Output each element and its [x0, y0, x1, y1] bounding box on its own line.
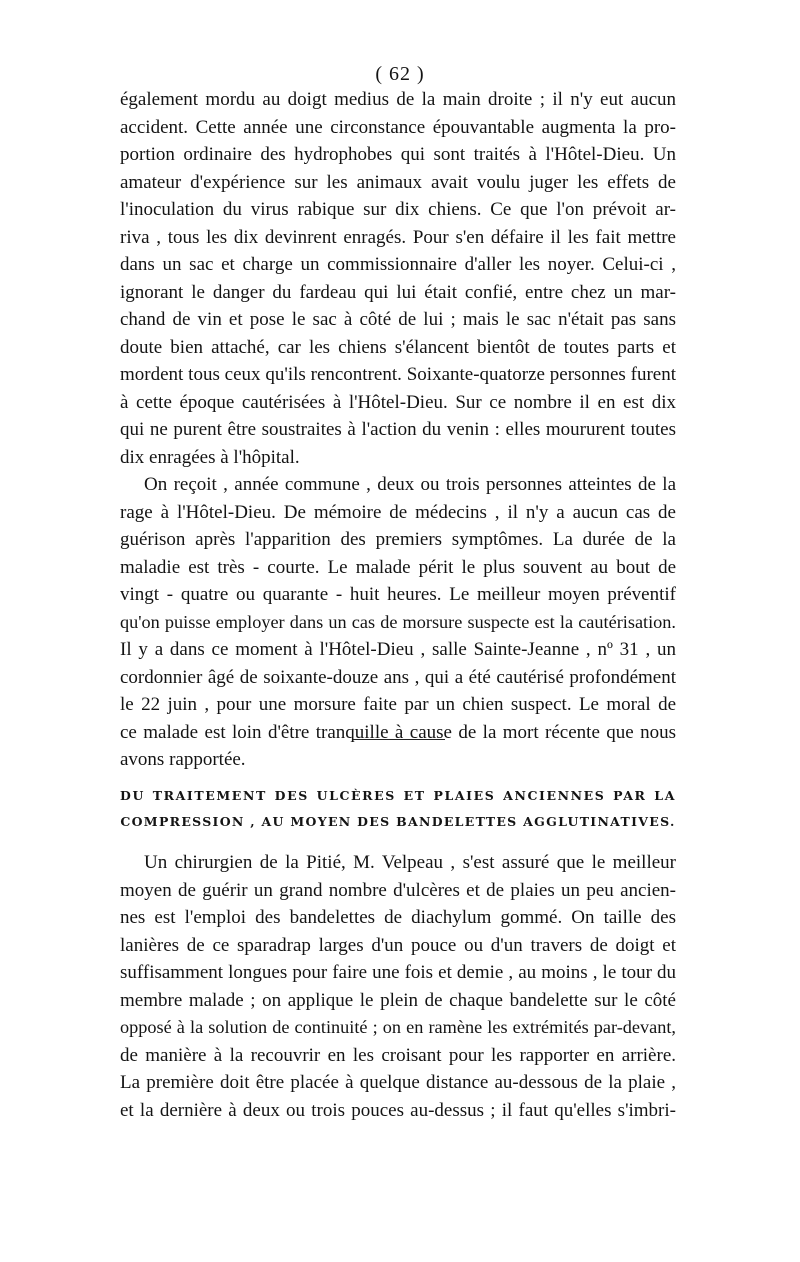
text-line: et la dernière à deux ou trois pouces au-dessus ; il faut qu'elles s'imbri- — [120, 1099, 676, 1121]
text-line: qu'on puisse employer dans un cas de morsure suspecte est la cautérisation. — [120, 611, 676, 632]
text-line: également mordu au doigt medius de la main droite ; il n'y eut aucun — [120, 89, 676, 110]
text-line: doute bien attaché, car les chiens s'élancent bientôt de toutes parts et — [120, 336, 676, 358]
text-line: qui ne purent être soustraites à l'action du venin : elles moururent toutes — [120, 419, 676, 440]
text-line: opposé à la solution de continuité ; on en ramène les extrémités par-devant, — [120, 1017, 676, 1037]
text-line: suffisamment longues pour faire une fois et demie , au moins , le tour du — [120, 962, 676, 983]
text-line: guérison après l'apparition des premiers symptômes. La durée de la — [120, 529, 676, 550]
section-heading-line-1: DU TRAITEMENT DES ULCÈRES ET PLAIES ANCIENNES PAR LA — [120, 788, 676, 803]
text-line: On reçoit , année commune , deux ou trois personnes atteintes de la — [144, 474, 676, 495]
text-line: riva , tous les dix devinrent enragés. Pour s'en défaire il les fait mettre — [120, 226, 676, 248]
text-line: mordent tous ceux qu'ils rencontrent. Soixante-quatorze personnes furent — [120, 364, 676, 385]
text-line: portion ordinaire des hydrophobes qui sont traités à l'Hôtel-Dieu. Un — [120, 144, 676, 165]
text-line: Un chirurgien de la Pitié, M. Velpeau , s'est assuré que le meilleur — [144, 852, 676, 873]
text-line: chand de vin et pose le sac à côté de lui ; mais le sac n'était pas sans — [120, 309, 676, 330]
paragraph-velpeau-method — [120, 849, 676, 1124]
text-line: La première doit être placée à quelque distance au-dessous de la plaie , — [120, 1072, 676, 1093]
text-line: moyen de guérir un grand nombre d'ulcères et de plaies un peu ancien- — [120, 879, 676, 901]
text-line: cordonnier âgé de soixante-douze ans , qui a été cautérisé profondément — [120, 666, 676, 688]
text-line: amateur d'expérience sur les animaux avait voulu juger les effets de — [120, 171, 676, 193]
text-line: membre malade ; on applique le plein de chaque bandelette sur le côté — [120, 989, 676, 1011]
text-line: Il y a dans ce moment à l'Hôtel-Dieu , salle Sainte-Jeanne , nº 31 , un — [120, 639, 676, 660]
text-line: le 22 juin , pour une morsure faite par un chien suspect. Le moral de — [120, 694, 676, 715]
text-line: vingt - quatre ou quarante - huit heures. Le meilleur moyen préventif — [120, 584, 676, 605]
text-line: maladie est très - courte. Le malade périt le plus souvent au bout de — [120, 556, 676, 578]
page-number: ( 62 ) — [375, 63, 425, 85]
section-separator-rule — [353, 739, 445, 740]
text-line: accident. Cette année une circonstance épouvantable augmenta la pro- — [120, 116, 676, 138]
text-line: rage à l'Hôtel-Dieu. De mémoire de médecins , il n'y a aucun cas de — [120, 501, 676, 523]
section-heading-line-2: COMPRESSION , AU MOYEN DES BANDELETTES AGGLUTINATIVES. — [120, 814, 676, 829]
text-line: ce malade est loin d'être tranquille à cause de la mort récente que nous — [120, 721, 676, 743]
text-line: nes est l'emploi des bandelettes de diachylum gommé. On taille des — [120, 907, 676, 928]
text-line: dans un sac et charge un commissionnaire d'aller les noyer. Celui-ci , — [120, 254, 676, 275]
text-line: dix enragées à l'hôpital. — [120, 446, 300, 468]
text-line: ignorant le danger du fardeau qui lui était confié, entre chez un mar- — [120, 281, 676, 303]
text-line: l'inoculation du virus rabique sur dix chiens. Ce que l'on prévoit ar- — [120, 199, 676, 220]
bottom-text-block — [120, 849, 676, 1124]
top-text-block — [120, 86, 676, 774]
text-line: de manière à la recouvrir en les croisant pour les rapporter en arrière. — [120, 1044, 676, 1066]
text-line: à cette époque cautérisées à l'Hôtel-Dieu. Sur ce nombre il en est dix — [120, 391, 676, 413]
text-line: lanières de ce sparadrap larges d'un pouce ou d'un travers de doigt et — [120, 934, 676, 956]
paragraph-rabies-cases — [120, 471, 676, 774]
paragraph-hydrophobia-incident — [120, 86, 676, 471]
text-line: avons rapportée. — [120, 749, 246, 770]
